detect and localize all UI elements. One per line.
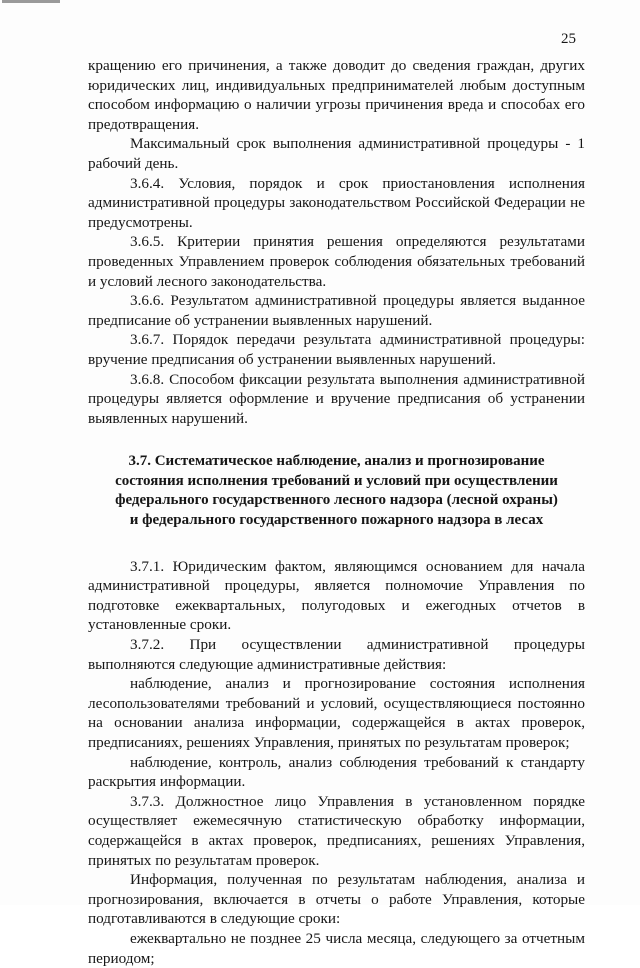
list-item-observation: наблюдение, анализ и прогнозирование состояния исполнения лесопользователями требований и условий, осуществляющиеся постоянно на основании анализа информации, содержащейся в актах проверок, предписаниях, решениях Управления, принятых по результатам проверок; bbox=[88, 675, 585, 751]
paragraph-3-6-7: 3.6.7. Порядок передачи результата административной процедуры: вручение предписания об устранении выявленных нарушений. bbox=[88, 331, 585, 368]
paragraph-3-6-6: 3.6.6. Результатом административной процедуры является выданное предписание об устранении выявленных нарушений. bbox=[88, 292, 585, 329]
paragraph-3-7-2: 3.7.2. При осуществлении административной процедуры выполняются следующие административные действия: bbox=[88, 636, 585, 673]
list-item-disclosure: наблюдение, контроль, анализ соблюдения требований к стандарту раскрытия информации. bbox=[88, 753, 585, 791]
paragraph-3-7-1: 3.7.1. Юридическим фактом, являющимся основанием для начала административной процедуры, является полномочие Управления по подготовке ежеквартальных, полугодовых и ежегодных отчетов в установленные сроки. bbox=[88, 557, 585, 634]
list-item-quarterly: ежеквартально не позднее 25 числа месяца, следующего за отчетным периодом; bbox=[88, 929, 585, 967]
paragraph-3-6-8: 3.6.8. Способом фиксации результата выполнения административной процедуры является оформление и вручение предписания об устранении выявленных нарушений. bbox=[88, 370, 585, 427]
paragraph-3-7-3: 3.7.3. Должностное лицо Управления в установленном порядке осуществляет ежемесячную статистическую обработку информации, содержащейся в актах проверок, предписаниях, решениях Управления, принятых по результатам проверок. bbox=[88, 792, 585, 869]
heading-line: 3.7. Систематическое наблюдение, анализ и прогнозирование bbox=[128, 453, 545, 470]
paragraph-max-term: Максимальный срок выполнения административной процедуры - 1 рабочий день. bbox=[88, 135, 585, 172]
heading-line: и федерального государственного пожарного надзора в лесах bbox=[129, 512, 544, 529]
heading-line: состояния исполнения требований и условий при осуществлении bbox=[115, 472, 558, 489]
paragraph-continuation: кращению его причинения, а также доводит до сведения граждан, других юридических лиц, индивидуальных предпринимателей любым доступным способом информацию о наличии угрозы причинения вреда и способах его предотвращения. bbox=[88, 57, 585, 133]
scan-edge-mark bbox=[2, 0, 60, 3]
paragraph-3-6-4: 3.6.4. Условия, порядок и срок приостановления исполнения административной процедуры законодательством Российской Федерации не предусмотрены. bbox=[88, 174, 585, 231]
paragraph-reports: Информация, полученная по результатам наблюдения, анализа и прогнозирования, включается в отчеты о работе Управления, которые подготавливаются в следующие сроки: bbox=[88, 871, 585, 928]
heading-line: федерального государственного лесного надзора (лесной охраны) bbox=[115, 492, 558, 509]
paragraph-3-6-5: 3.6.5. Критерии принятия решения определяются результатами проведенных Управлением проверок соблюдения обязательных требований и условий лесного законодательства. bbox=[88, 233, 585, 290]
document-body bbox=[88, 56, 585, 968]
page-number: 25 bbox=[561, 31, 576, 47]
section-heading-3-7 bbox=[88, 452, 585, 530]
